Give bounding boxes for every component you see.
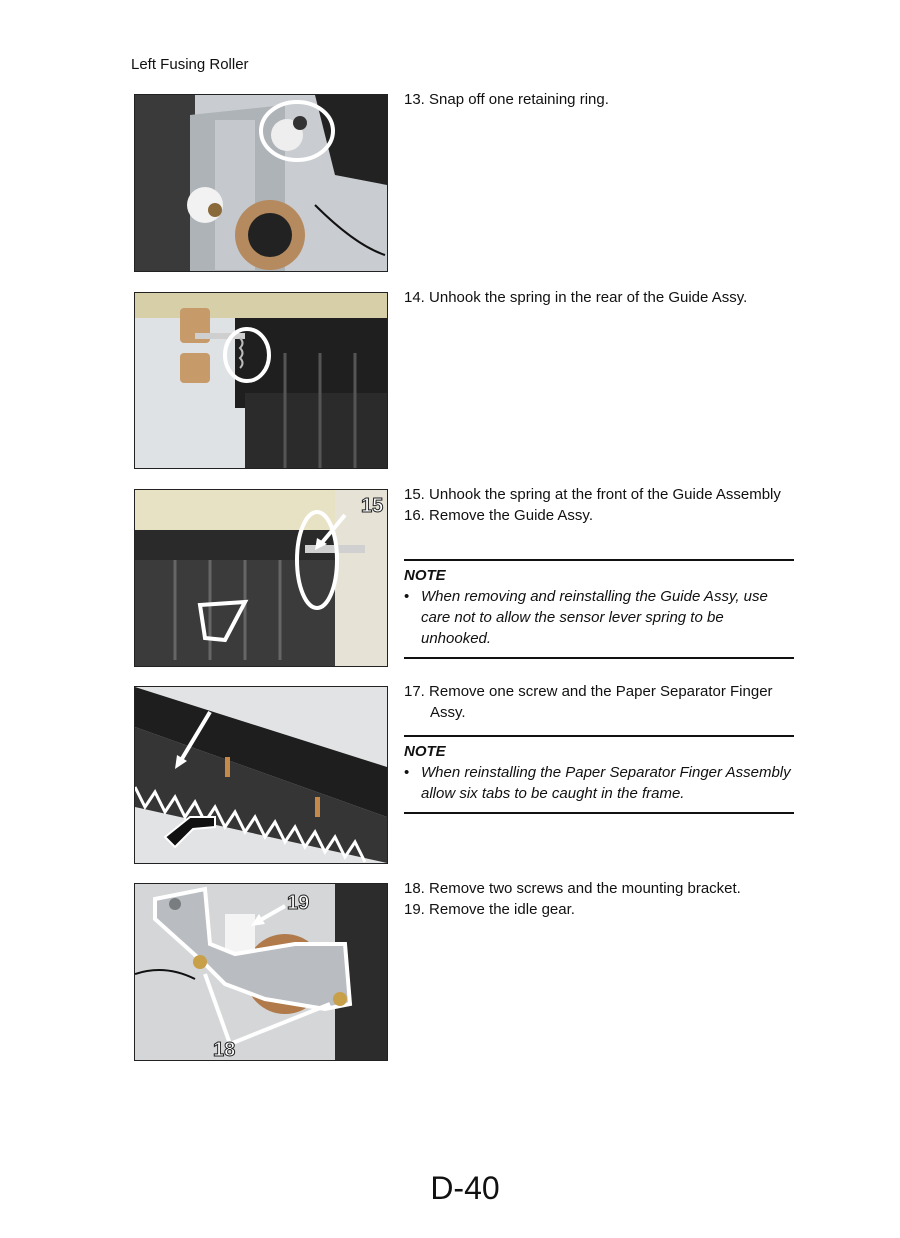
photo-mounting-bracket (134, 883, 388, 1061)
photo-retaining-ring (134, 94, 388, 272)
photo-paper-separator (134, 686, 388, 864)
steps-18-19: 18. Remove two screws and the mounting bracket. 19. Remove the idle gear. (404, 880, 741, 918)
page-number: D-40 (430, 1170, 500, 1206)
callout-18: 18 (213, 1039, 236, 1060)
page-header: Left Fusing Roller (131, 56, 249, 73)
note-paper-separator: NOTE • When reinstalling the Paper Separator Finger Assembly allow six tabs to be caught in the frame. (404, 735, 794, 814)
step-17: 17. Remove one screw and the Paper Separator Finger Assy. (404, 683, 773, 721)
steps-15-16: 15. Unhook the spring at the front of the Guide Assembly 16. Remove the Guide Assy. (404, 486, 781, 524)
photo-spring-rear (134, 292, 388, 469)
callout-19: 19 (287, 892, 310, 914)
step-13: 13. Snap off one retaining ring. (404, 91, 609, 108)
step-14: 14. Unhook the spring in the rear of the Guide Assy. (404, 289, 748, 306)
note-guide-assy: NOTE • When removing and reinstalling the Guide Assy, use care not to allow the sensor lever spring to be unhooked. (404, 559, 794, 659)
callout-15: 15 (361, 495, 384, 517)
photo-spring-front (134, 489, 388, 667)
